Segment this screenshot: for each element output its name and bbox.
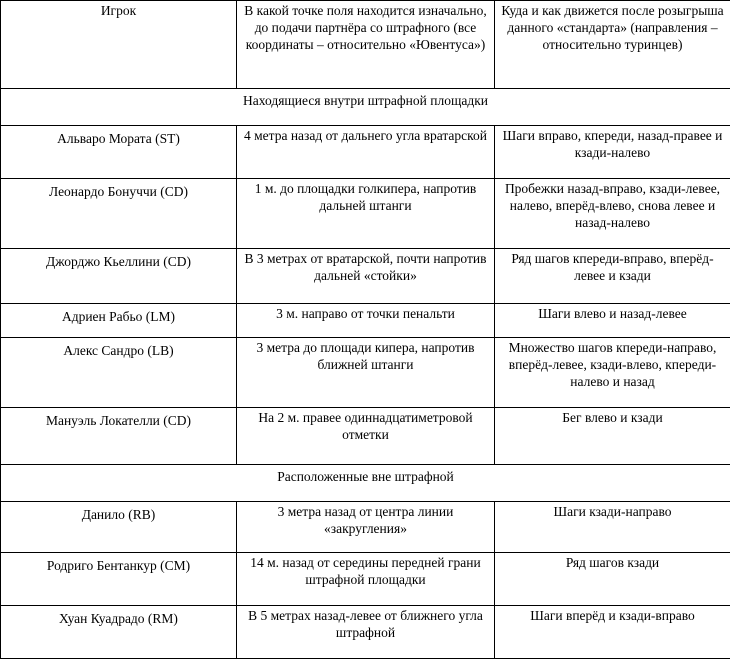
table-header-row (1, 1, 730, 89)
player-cell: Данило (RB) (1, 502, 237, 553)
table-row (1, 553, 730, 606)
table-row (1, 249, 730, 304)
position-cell: На 2 м. правее одиннадцатиметровой отметки (237, 408, 495, 465)
player-cell: Хуан Куадрадо (RM) (1, 606, 237, 659)
movement-cell: Пробежки назад-вправо, кзади-левее, налево, вперёд-влево, снова левее и назад-налево (495, 179, 730, 249)
movement-cell: Ряд шагов кзади (495, 553, 730, 606)
player-cell: Родриго Бентанкур (CM) (1, 553, 237, 606)
table-row (1, 338, 730, 408)
player-cell: Адриен Рабьо (LM) (1, 304, 237, 338)
table-row (1, 179, 730, 249)
position-cell: 3 метра до площади кипера, напротив ближней штанги (237, 338, 495, 408)
section-title: Находящиеся внутри штрафной площадки (1, 89, 730, 126)
header-position: В какой точке поля находится изначально, до подачи партнёра со штрафного (все координаты – относительно «Ювентуса») (237, 1, 495, 89)
player-cell: Джорджо Кьеллини (CD) (1, 249, 237, 304)
position-cell: 1 м. до площадки голкипера, напротив дальней штанги (237, 179, 495, 249)
position-cell: В 5 метрах назад-левее от ближнего угла штрафной (237, 606, 495, 659)
player-cell: Алекс Сандро (LB) (1, 338, 237, 408)
movement-cell: Шаги влево и назад-левее (495, 304, 730, 338)
movement-cell: Шаги вперёд и кзади-вправо (495, 606, 730, 659)
header-movement: Куда и как движется после розыгрыша данного «стандарта» (направления – относительно туринцев) (495, 1, 730, 89)
player-cell: Мануэль Локателли (CD) (1, 408, 237, 465)
position-cell: 3 метра назад от центра линии «закругления» (237, 502, 495, 553)
table-row (1, 304, 730, 338)
movement-cell: Множество шагов кпереди-направо, вперёд-левее, кзади-влево, кпереди-налево и назад (495, 338, 730, 408)
movement-cell: Шаги кзади-направо (495, 502, 730, 553)
movement-cell: Ряд шагов кпереди-вправо, вперёд-левее и кзади (495, 249, 730, 304)
table-row (1, 126, 730, 179)
table-row (1, 408, 730, 465)
table-row (1, 502, 730, 553)
player-cell: Леонардо Бонуччи (CD) (1, 179, 237, 249)
section-header-inside (1, 89, 730, 126)
position-cell: 3 м. направо от точки пенальти (237, 304, 495, 338)
player-cell: Альваро Мората (ST) (1, 126, 237, 179)
section-title: Расположенные вне штрафной (1, 465, 730, 502)
movement-cell: Бег влево и кзади (495, 408, 730, 465)
position-cell: 4 метра назад от дальнего угла вратарской (237, 126, 495, 179)
header-player: Игрок (1, 1, 237, 89)
position-cell: В 3 метрах от вратарской, почти напротив дальней «стойки» (237, 249, 495, 304)
movement-cell: Шаги вправо, кпереди, назад-правее и кзади-налево (495, 126, 730, 179)
table-row (1, 606, 730, 659)
position-cell: 14 м. назад от середины передней грани штрафной площадки (237, 553, 495, 606)
section-header-outside (1, 465, 730, 502)
